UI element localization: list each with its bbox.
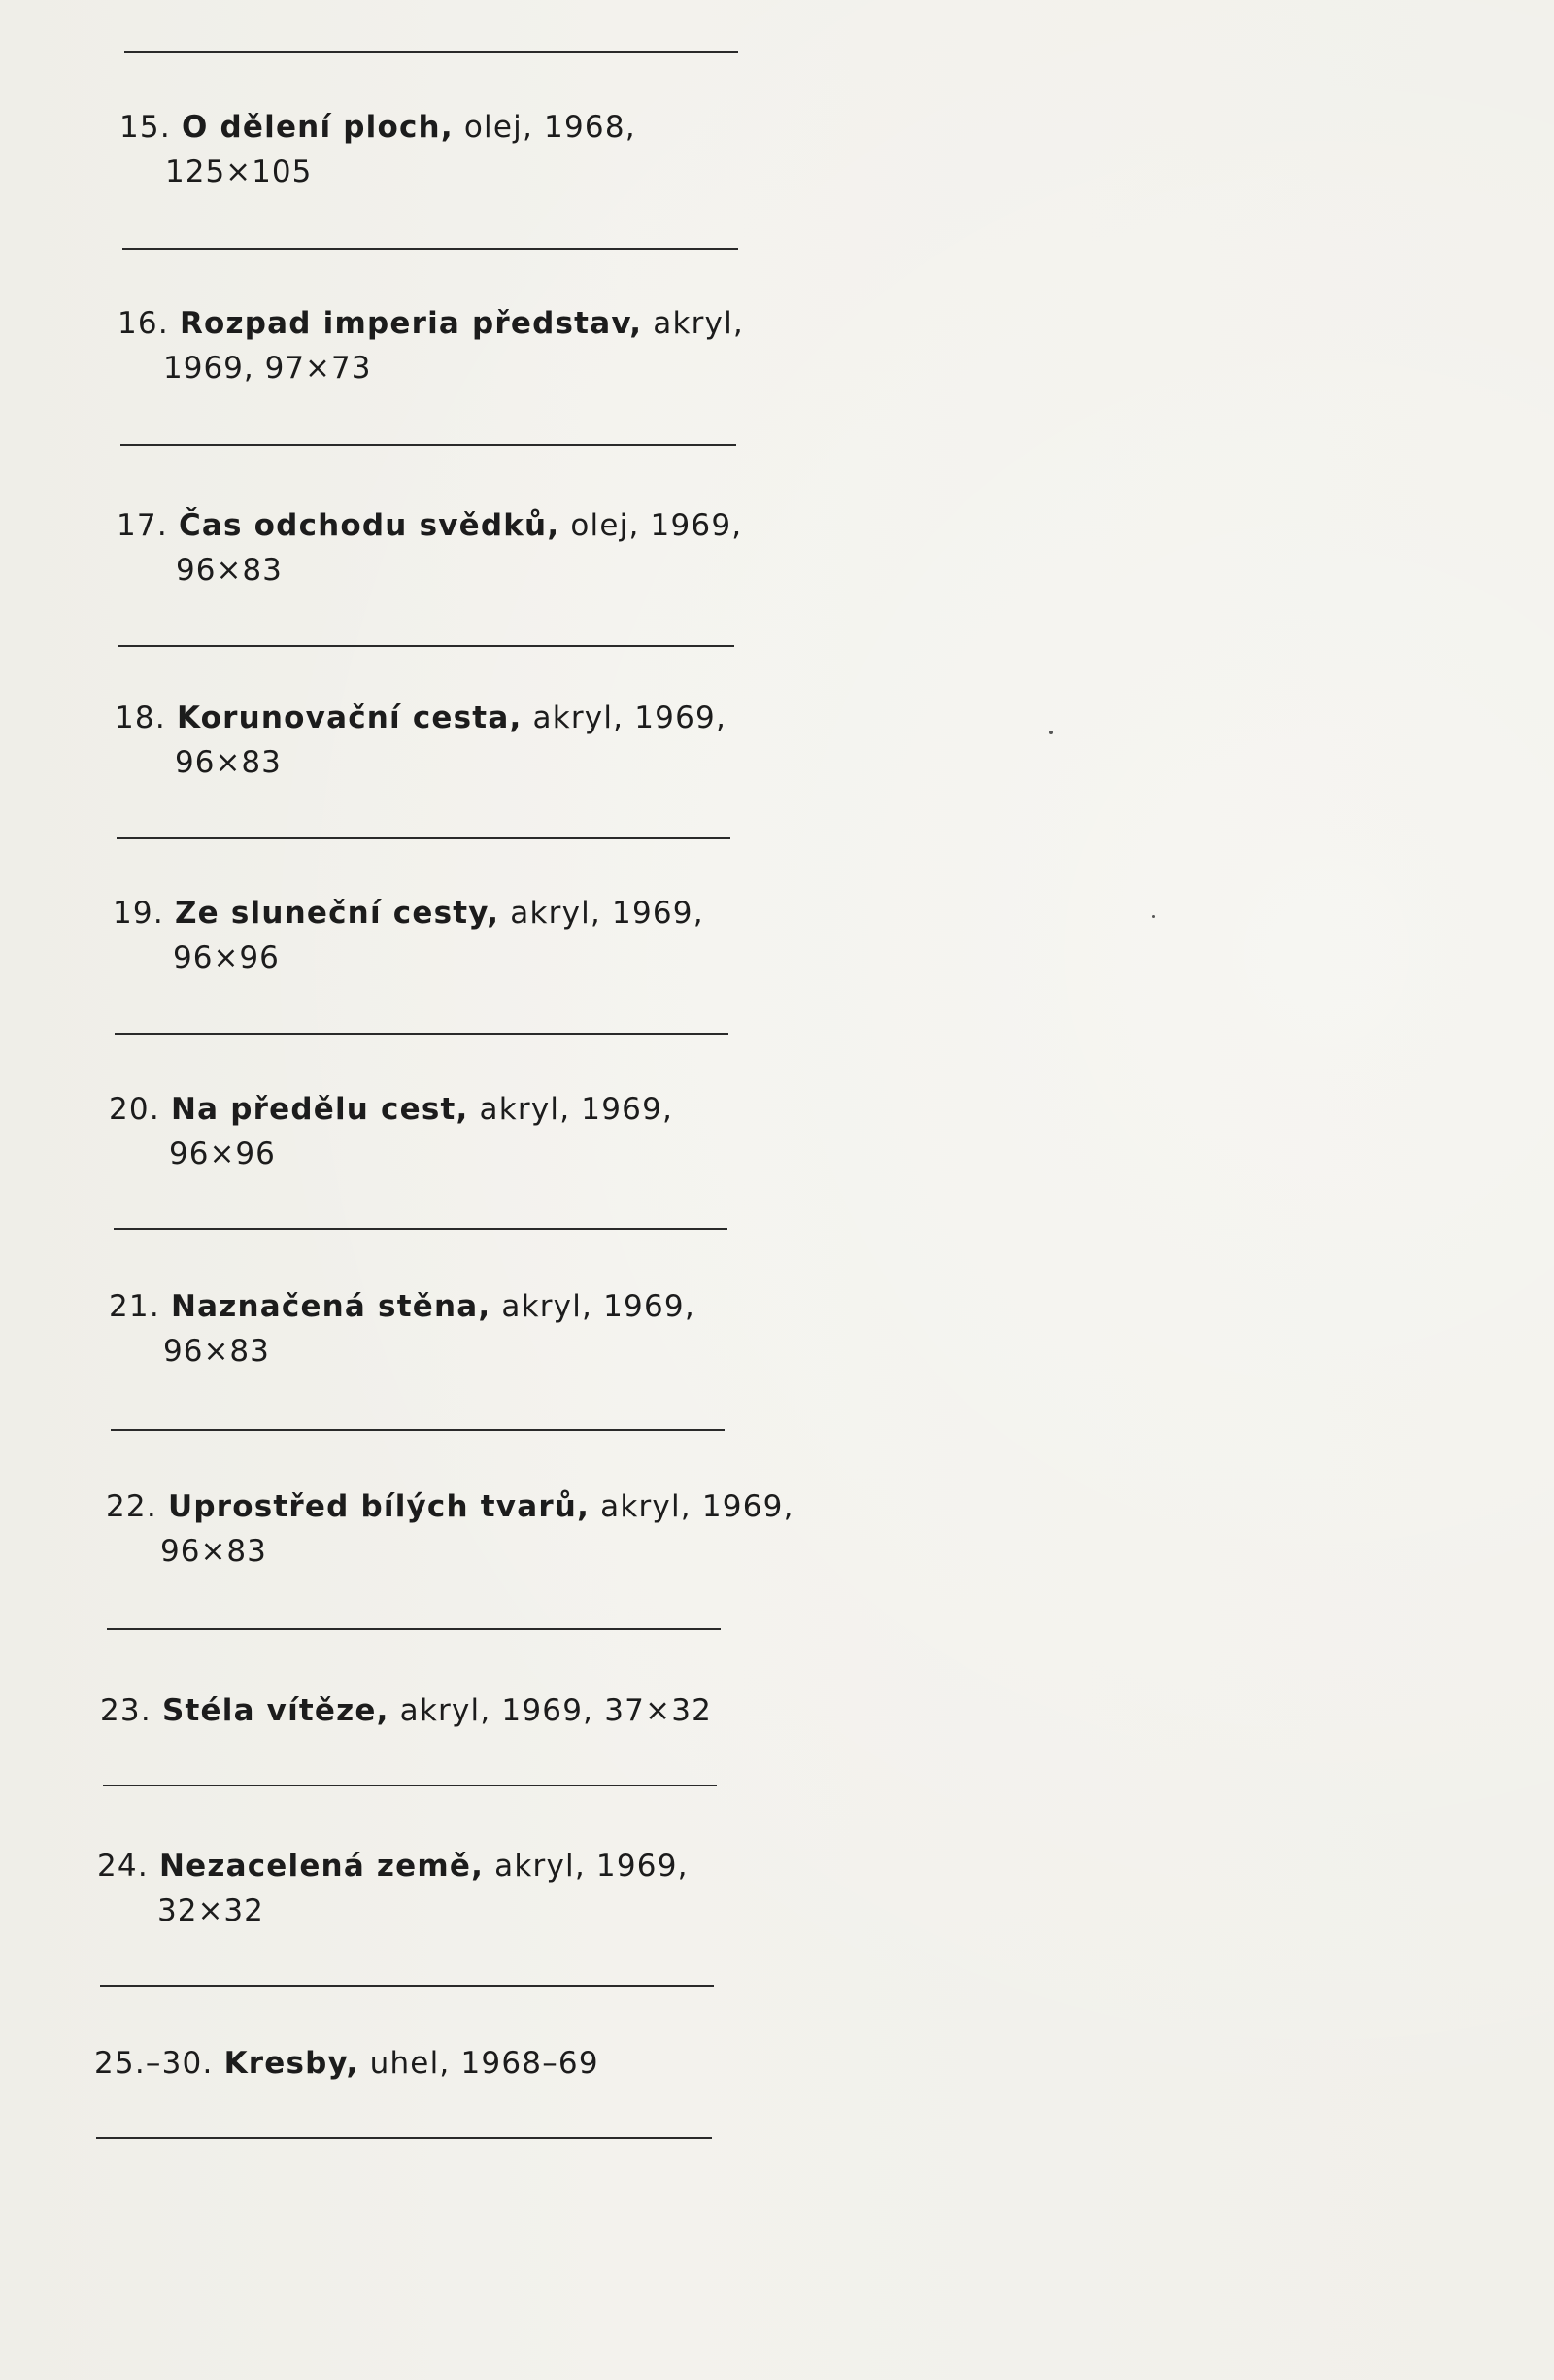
entry-details: uhel, 1968–69 <box>369 2046 599 2081</box>
catalog-entry-15 <box>119 105 636 194</box>
entry-number: 21. <box>109 1289 160 1324</box>
divider-rule <box>100 1985 714 1987</box>
entry-dimensions: 96×83 <box>175 745 282 780</box>
entry-number: 23. <box>100 1693 152 1728</box>
entry-title: Na předělu cest, <box>170 1092 469 1127</box>
divider-rule <box>114 1228 727 1230</box>
entry-dimensions: 125×105 <box>165 154 313 189</box>
entry-details: akryl, 1969, <box>532 700 727 735</box>
entry-number: 19. <box>113 896 164 931</box>
entry-details: olej, 1968, <box>463 110 636 145</box>
entry-dimensions: 96×83 <box>163 1334 270 1369</box>
entry-title: Stéla vítěze, <box>161 1693 389 1728</box>
entry-details: akryl, 1969, <box>479 1092 674 1127</box>
entry-number: 24. <box>97 1849 149 1884</box>
entry-dimensions: 96×83 <box>176 553 283 588</box>
entry-number: 25.–30. <box>94 2046 214 2081</box>
divider-rule <box>118 645 734 647</box>
divider-rule <box>96 2137 712 2139</box>
entry-number: 20. <box>109 1092 160 1127</box>
entry-title: Korunovační cesta, <box>176 700 523 735</box>
entry-number: 16. <box>118 306 169 341</box>
entry-number: 17. <box>117 508 168 543</box>
entry-dimensions: 96×96 <box>169 1137 276 1172</box>
entry-dimensions: 1969, 97×73 <box>163 351 372 386</box>
entry-details: olej, 1969, <box>570 508 743 543</box>
paper-speck <box>1049 731 1053 734</box>
paper-speck <box>1152 915 1155 918</box>
divider-rule <box>103 1785 717 1786</box>
entry-details: akryl, 1969, 37×32 <box>399 1693 713 1728</box>
entry-details: akryl, 1969, <box>501 1289 695 1324</box>
catalog-entry-23 <box>100 1688 712 1733</box>
divider-rule <box>107 1628 721 1630</box>
entry-details: akryl, 1969, <box>600 1489 794 1524</box>
divider-rule <box>115 1033 728 1035</box>
entry-details: akryl, 1969, <box>510 896 704 931</box>
entry-title: Nezacelená země, <box>158 1849 485 1884</box>
entry-details: akryl, 1969, <box>494 1849 689 1884</box>
entry-title: Čas odchodu svědků, <box>178 508 560 543</box>
divider-rule <box>120 444 736 446</box>
catalog-entry-16 <box>118 301 744 391</box>
entry-title: O dělení ploch, <box>181 110 454 145</box>
entry-title: Kresby, <box>223 2046 359 2081</box>
catalog-entry-25-30 <box>94 2041 599 2086</box>
entry-title: Uprostřed bílých tvarů, <box>167 1489 591 1524</box>
divider-rule <box>117 837 730 839</box>
divider-rule <box>124 51 738 53</box>
catalog-entry-21 <box>109 1284 695 1374</box>
catalog-entry-20 <box>109 1087 673 1176</box>
divider-rule <box>111 1429 725 1431</box>
entry-title: Rozpad imperia představ, <box>179 306 643 341</box>
entry-number: 22. <box>106 1489 157 1524</box>
catalog-entry-18 <box>115 696 726 785</box>
entry-dimensions: 96×83 <box>160 1534 267 1569</box>
entry-details: akryl, <box>653 306 744 341</box>
entry-dimensions: 32×32 <box>157 1893 264 1928</box>
catalog-entry-17 <box>117 503 742 593</box>
divider-rule <box>122 248 738 250</box>
entry-number: 15. <box>119 110 171 145</box>
entry-title: Naznačená stěna, <box>170 1289 491 1324</box>
entry-dimensions: 96×96 <box>173 940 280 975</box>
catalog-entry-19 <box>113 891 704 980</box>
catalog-entry-24 <box>97 1844 689 1933</box>
catalog-entry-22 <box>106 1484 794 1574</box>
entry-title: Ze sluneční cesty, <box>174 896 500 931</box>
entry-number: 18. <box>115 700 166 735</box>
